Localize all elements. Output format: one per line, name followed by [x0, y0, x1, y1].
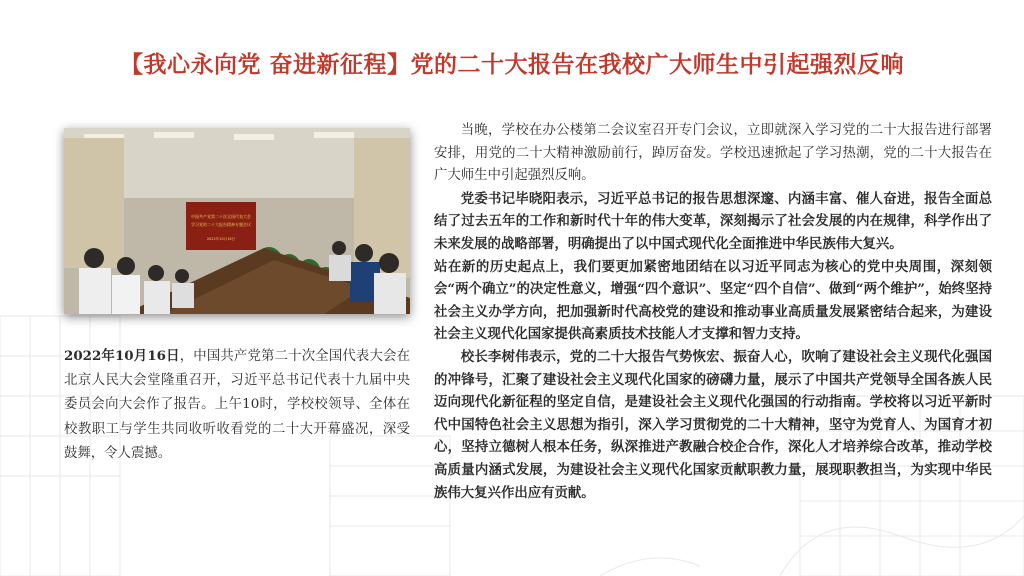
article-paragraph-1: 当晚，学校在办公楼第二会议室召开专门会议，立即就深入学习党的二十大报告进行部署安排，用党的二十大精神激励前行，踔厉奋发。学校迅速掀起了学习热潮，党的二十大报告在广大师生中引起强烈反响。 [434, 123, 992, 184]
screen-line2: 学习党的二十大报告精神专题会议 [191, 222, 251, 227]
screen-line1: 中国共产党第二十次全国代表大会 [191, 214, 251, 219]
meeting-photo [64, 128, 410, 314]
caption-text: ，中国共产党第二十次全国代表大会在北京人民大会堂隆重召开，习近平总书记代表十九届中央委员会向大会作了报告。上午10时，学校校领导、全体在校教职工与学生共同收听收看党的二十大开幕盛况，深受鼓舞，令人震撼。 [64, 349, 410, 461]
article-paragraph-4: 校长李树伟表示，党的二十大报告气势恢宏、振奋人心，吹响了建设社会主义现代化强国的冲锋号，汇聚了建设社会主义现代化国家的磅礴力量，展示了中国共产党领导全国各族人民迈向现代化新征程的坚定自信，是建设社会主义现代化强国的行动指南。学校将以习近平新时代中国特色社会主义思想为指引，深入学习贯彻党的二十大精神，坚守为党育人、为国育才初心，坚持立德树人根本任务，纵深推进产教融合校企合作，深化人才培养综合改革，推动学校高质量内涵式发展，为建设社会主义现代化国家贡献职教力量，展现职教担当，为实现中华民族伟大复兴作出应有贡献。 [434, 348, 992, 501]
article-body [434, 120, 992, 504]
screen-date: 2022年10月16日 [206, 237, 236, 241]
photo-caption [64, 344, 410, 466]
page-title: 【我心永向党 奋进新征程】党的二十大报告在我校广大师生中引起强烈反响 [119, 52, 904, 78]
caption-date: 2022年10月16日 [64, 348, 180, 364]
article-paragraph-2: 党委书记毕晓阳表示，习近平总书记的报告思想深邃、内涵丰富、催人奋进，报告全面总结了过去五年的工作和新时代十年的伟大变革，深刻揭示了社会发展的内在规律，科学作出了未来发展的战略部署，明确提出了以中国式现代化全面推进中华民族伟大复兴。 [434, 190, 992, 252]
article-paragraph-3: 站在新的历史起点上，我们要更加紧密地团结在以习近平同志为核心的党中央周围，深刻领会“两个确立”的决定性意义，增强“四个意识”、坚定“四个自信”、做到“两个维护”，始终坚持社会主义办学方向，把加强新时代高校党的建设和推动事业高质量发展紧密结合起来，为建设社会主义现代化国家提供高素质技术技能人才支撑和智力支持。 [434, 258, 992, 343]
